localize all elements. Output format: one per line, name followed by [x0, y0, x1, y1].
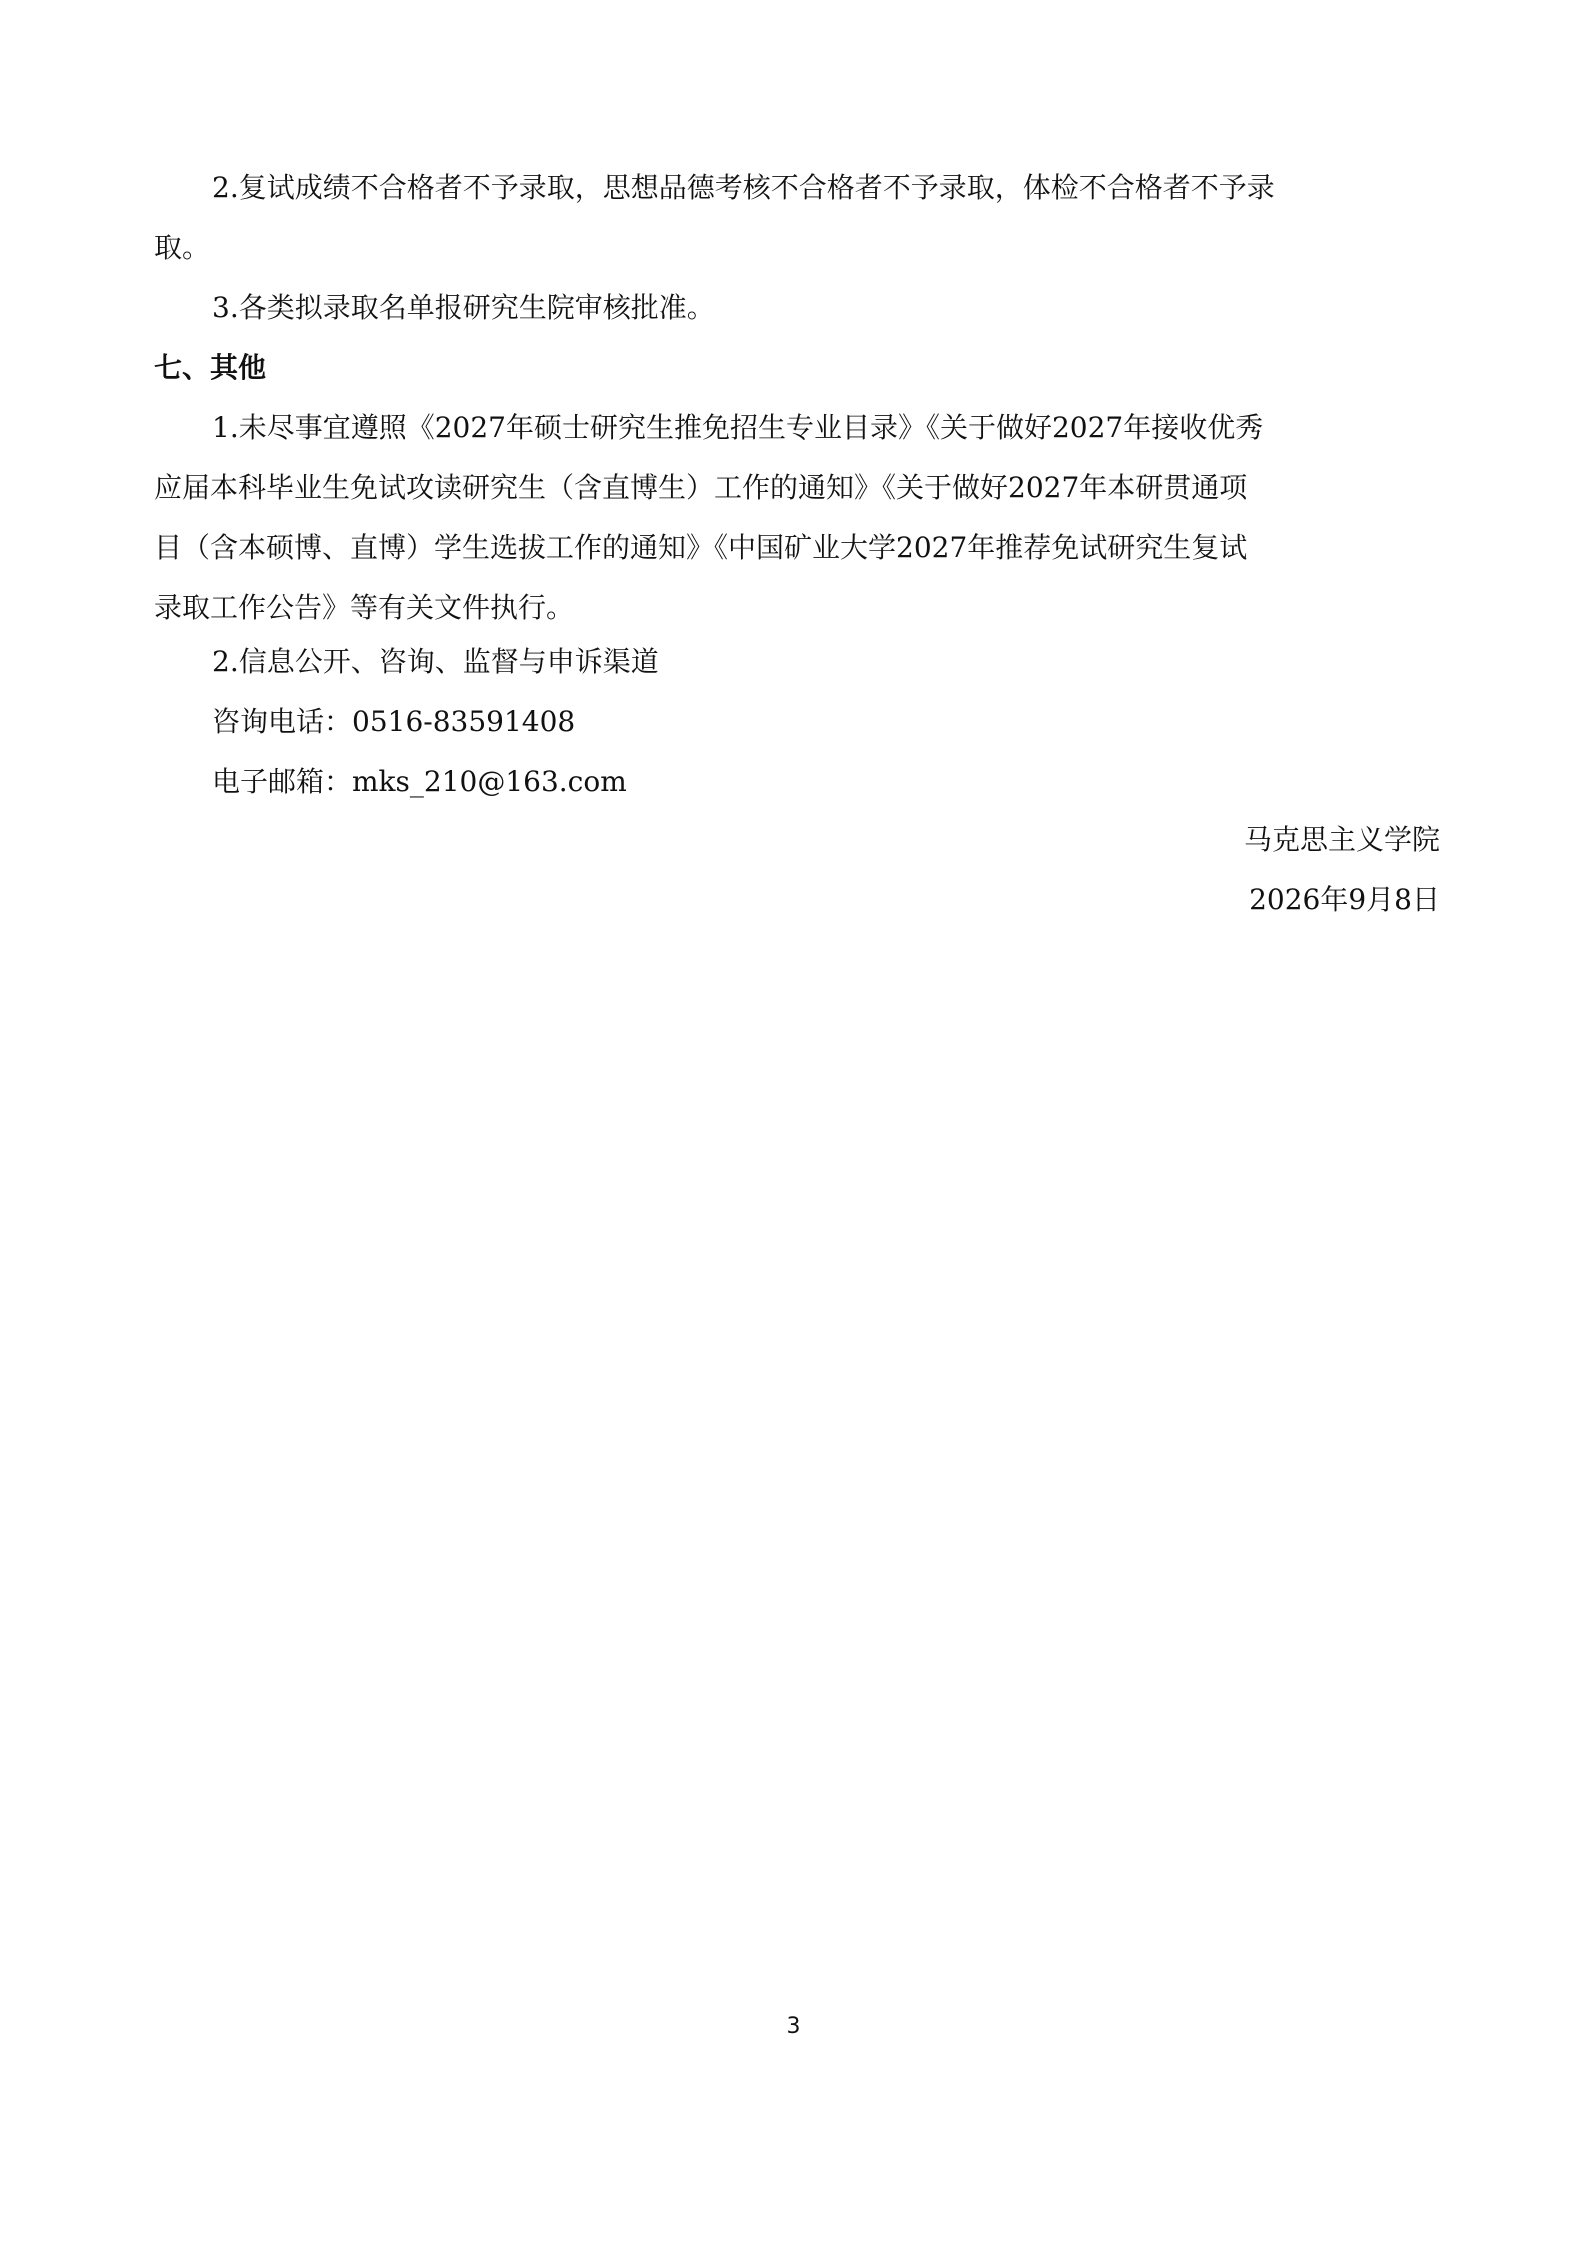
other-item-1-line-1: 1.未尽事宜遵照《2027年硕士研究生推免招生专业目录》《关于做好2027年接收优秀	[212, 411, 1264, 444]
rule-item-2-line-2: 取。	[154, 231, 211, 264]
other-item-1-line-4: 录取工作公告》等有关文件执行。	[154, 591, 575, 624]
other-item-2: 2.信息公开、咨询、监督与申诉渠道	[212, 645, 659, 678]
section-heading-other: 七、其他	[154, 351, 267, 384]
signature-organization: 马克思主义学院	[1243, 823, 1440, 856]
contact-email: 电子邮箱：mks_210@163.com	[212, 765, 627, 798]
other-item-1-line-3: 目（含本硕博、直博）学生选拔工作的通知》《中国矿业大学2027年推荐免试研究生复试	[154, 531, 1248, 564]
contact-phone: 咨询电话：0516-83591408	[212, 705, 576, 738]
rule-item-2-line-1: 2.复试成绩不合格者不予录取，思想品德考核不合格者不予录取，体检不合格者不予录	[212, 171, 1275, 204]
rule-item-3: 3.各类拟录取名单报研究生院审核批准。	[212, 291, 715, 324]
page-number: 3	[786, 2014, 801, 2039]
other-item-1-line-2: 应届本科毕业生免试攻读研究生（含直博生）工作的通知》《关于做好2027年本研贯通项	[154, 471, 1248, 504]
signature-date: 2026年9月8日	[1249, 883, 1440, 916]
